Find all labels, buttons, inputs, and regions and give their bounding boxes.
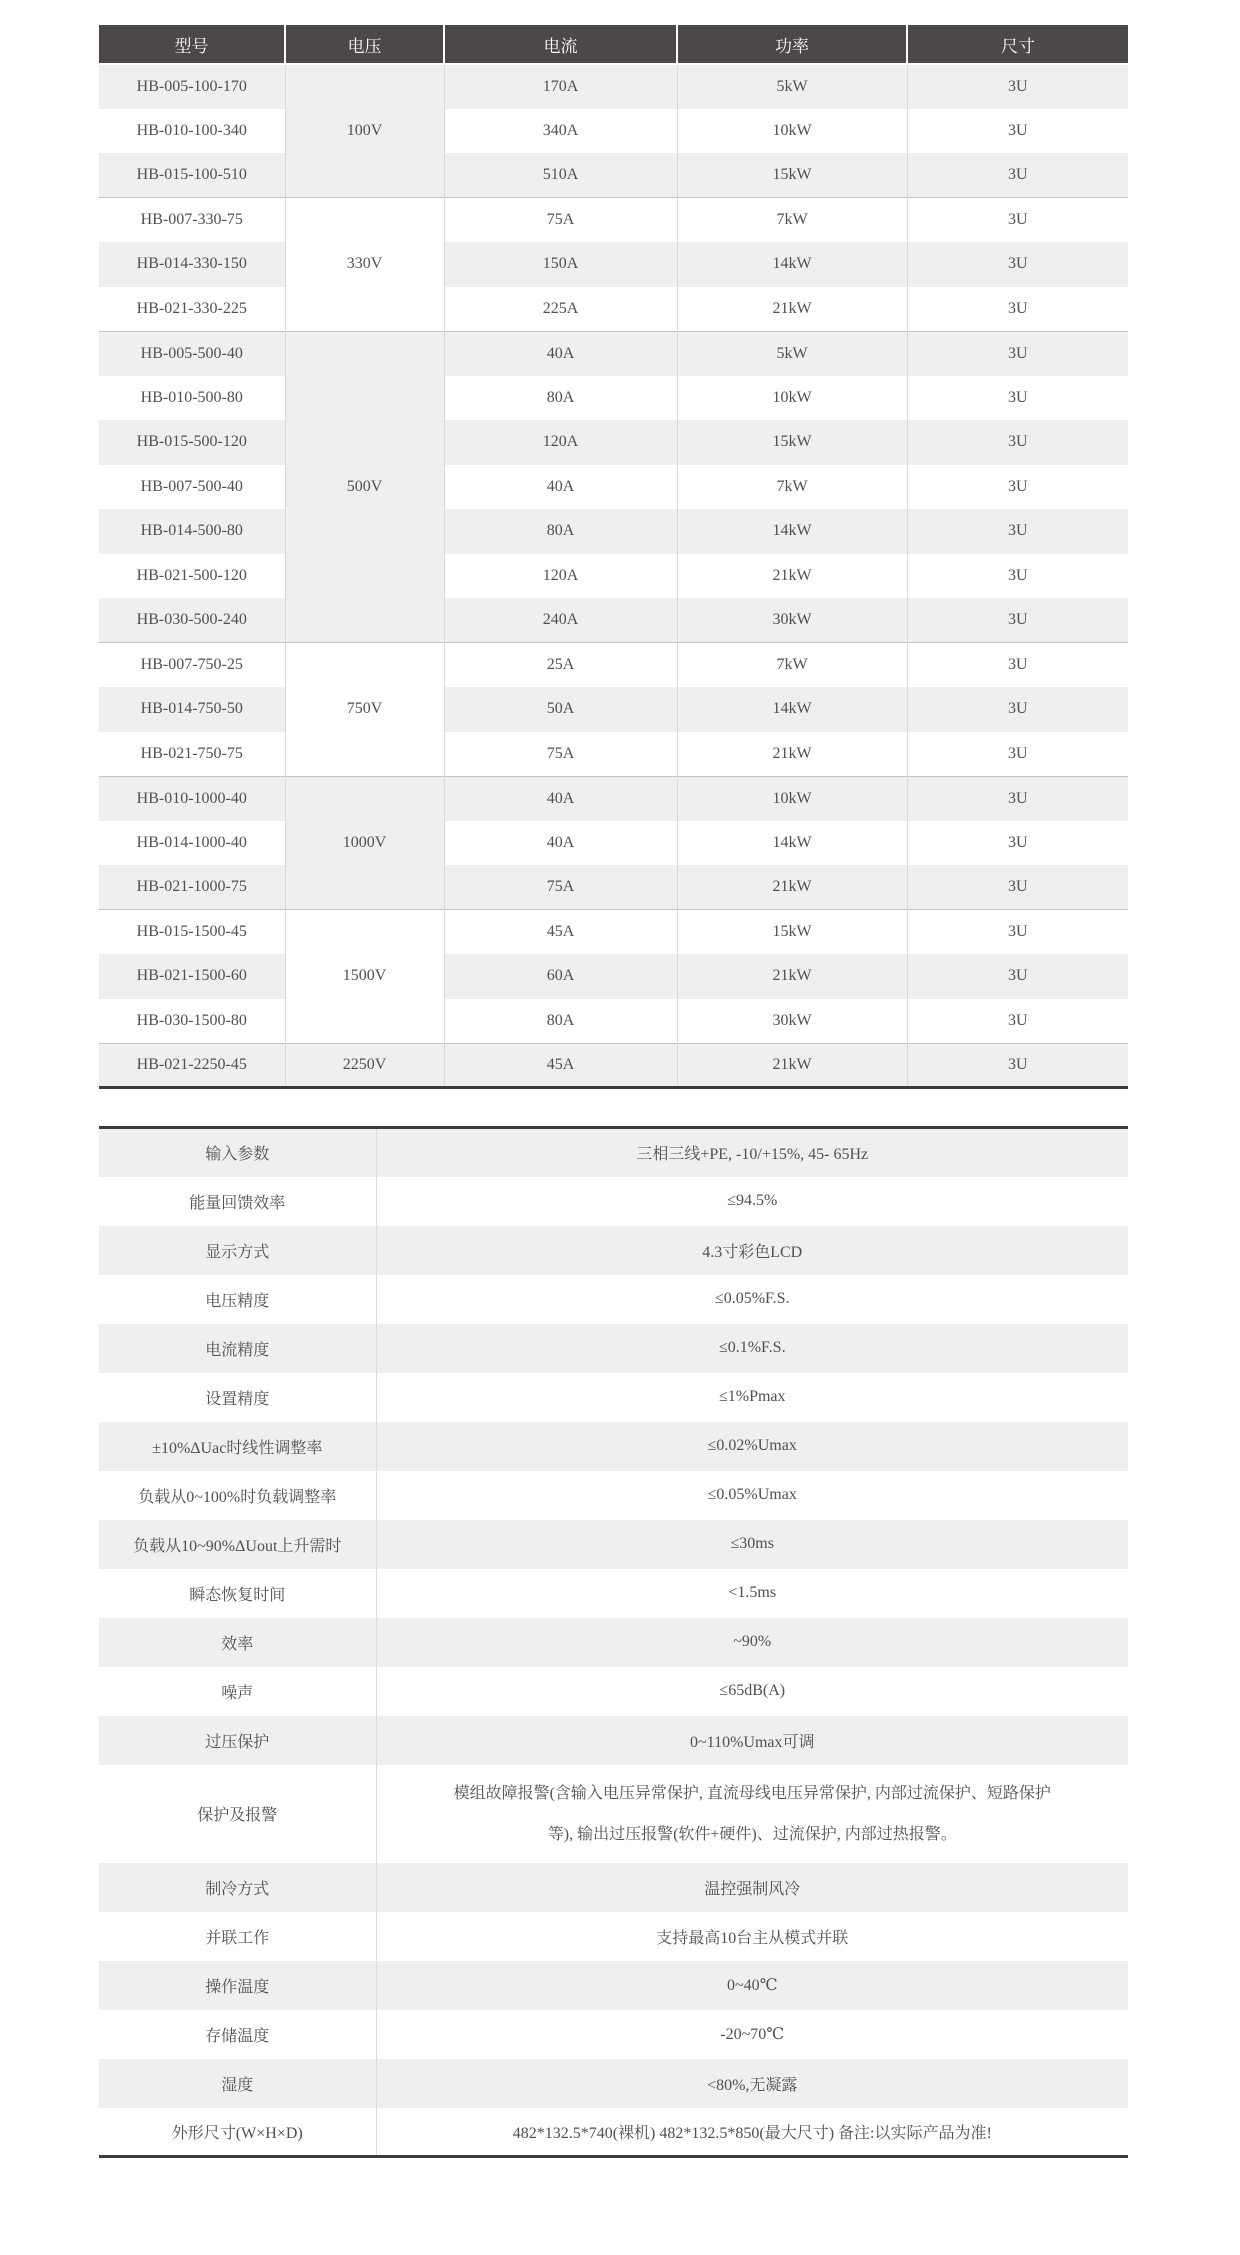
spec-label-cell: 电压精度 bbox=[205, 1292, 270, 1310]
spec-value-cell: ≤94.5% bbox=[376, 1177, 1128, 1226]
size-cell: 3U bbox=[907, 465, 1128, 510]
spec-value-cell: ≤65dB(A) bbox=[376, 1667, 1128, 1716]
spec-label-cell: 设置精度 bbox=[205, 1390, 270, 1408]
spec-row bbox=[99, 1422, 1128, 1471]
current-cell: 40A bbox=[444, 331, 677, 376]
size-cell: 3U bbox=[907, 376, 1128, 421]
parameter-table-body bbox=[99, 1128, 1128, 2157]
power-cell: 21kW bbox=[677, 732, 907, 777]
model-row bbox=[99, 153, 1128, 198]
spec-value-cell: -20~70℃ bbox=[376, 2010, 1128, 2059]
model-row bbox=[99, 509, 1128, 554]
model-cell: HB-015-100-510 bbox=[136, 166, 247, 183]
model-cell: HB-030-1500-80 bbox=[136, 1011, 247, 1029]
size-cell: 3U bbox=[907, 287, 1128, 332]
spec-value-cell: 三相三线+PE, -10/+15%, 45- 65Hz bbox=[376, 1128, 1128, 1177]
model-cell: HB-007-330-75 bbox=[99, 198, 285, 243]
voltage-group bbox=[99, 198, 1128, 332]
power-cell: 30kW bbox=[677, 598, 907, 643]
power-cell: 21kW bbox=[677, 954, 907, 999]
voltage-group bbox=[99, 776, 1128, 910]
model-cell: HB-014-1000-40 bbox=[136, 833, 247, 851]
size-cell: 3U bbox=[907, 776, 1128, 821]
power-cell: 5kW bbox=[677, 64, 907, 109]
size-cell: 3U bbox=[907, 331, 1128, 376]
voltage-cell: 2250V bbox=[285, 1043, 444, 1088]
current-cell: 240A bbox=[444, 598, 677, 643]
spec-value-cell: ≤0.1%F.S. bbox=[376, 1324, 1128, 1373]
model-cell: HB-015-500-120 bbox=[136, 433, 247, 451]
spec-label-cell: 操作温度 bbox=[205, 1978, 270, 1996]
power-cell: 30kW bbox=[677, 999, 907, 1044]
spec-row bbox=[99, 1863, 1128, 1912]
spec-label-cell: 能量回馈效率 bbox=[189, 1194, 286, 1212]
spec-value-cell: 温控强制风冷 bbox=[376, 1863, 1128, 1912]
voltage-cell: 100V bbox=[285, 64, 444, 198]
power-cell: 21kW bbox=[677, 865, 907, 910]
model-cell: HB-015-1500-45 bbox=[99, 910, 285, 955]
spec-row bbox=[99, 1373, 1128, 1422]
header-model: 型号 bbox=[99, 25, 285, 64]
current-cell: 120A bbox=[444, 420, 677, 465]
size-cell: 3U bbox=[907, 732, 1128, 777]
size-cell: 3U bbox=[907, 910, 1128, 955]
current-cell: 25A bbox=[444, 643, 677, 688]
power-cell: 10kW bbox=[677, 376, 907, 421]
header-row bbox=[99, 25, 1128, 64]
current-cell: 150A bbox=[444, 242, 677, 287]
model-row bbox=[99, 554, 1128, 599]
spec-label-cell: 外形尺寸(W×H×D) bbox=[171, 2124, 303, 2142]
current-cell: 80A bbox=[444, 999, 677, 1044]
model-row bbox=[99, 242, 1128, 287]
model-cell: HB-014-750-50 bbox=[140, 700, 243, 718]
spec-value-cell: 0~110%Umax可调 bbox=[376, 1716, 1128, 1765]
power-cell: 14kW bbox=[677, 687, 907, 732]
voltage-group bbox=[99, 910, 1128, 1044]
current-cell: 170A bbox=[444, 64, 677, 109]
spec-value-cell: ≤1%Pmax bbox=[376, 1373, 1128, 1422]
power-cell: 7kW bbox=[677, 643, 907, 688]
model-cell: HB-005-500-40 bbox=[99, 331, 285, 376]
power-cell: 21kW bbox=[677, 1043, 907, 1088]
model-table-header bbox=[99, 25, 1128, 64]
spec-row bbox=[99, 1128, 1128, 1177]
spec-row bbox=[99, 1912, 1128, 1961]
spec-value-cell: ≤0.05%Umax bbox=[376, 1471, 1128, 1520]
power-cell: 7kW bbox=[677, 465, 907, 510]
spec-row bbox=[99, 1177, 1128, 1226]
spec-value-cell: 4.3寸彩色LCD bbox=[376, 1226, 1128, 1275]
spec-label-cell: 存储温度 bbox=[205, 2027, 270, 2045]
power-cell: 14kW bbox=[677, 242, 907, 287]
spec-label-cell: 负载从10~90%ΔUout上升需时 bbox=[133, 1537, 342, 1555]
power-cell: 14kW bbox=[677, 509, 907, 554]
spec-label-cell: 过压保护 bbox=[205, 1733, 270, 1751]
spec-row bbox=[99, 1324, 1128, 1373]
spec-value-cell: <80%,无凝露 bbox=[376, 2059, 1128, 2108]
current-cell: 340A bbox=[444, 109, 677, 154]
spec-label-cell: 负载从0~100%时负载调整率 bbox=[138, 1488, 337, 1506]
current-cell: 40A bbox=[444, 465, 677, 510]
spec-row bbox=[99, 1667, 1128, 1716]
power-cell: 15kW bbox=[677, 420, 907, 465]
model-row bbox=[99, 420, 1128, 465]
header-power: 功率 bbox=[677, 25, 907, 64]
size-cell: 3U bbox=[907, 954, 1128, 999]
spec-value-cell: ≤0.02%Umax bbox=[376, 1422, 1128, 1471]
spec-label-cell: 并联工作 bbox=[205, 1929, 270, 1947]
size-cell: 3U bbox=[907, 687, 1128, 732]
spec-value-cell: ≤0.05%F.S. bbox=[376, 1275, 1128, 1324]
spec-row bbox=[99, 1765, 1128, 1863]
model-cell: HB-021-1500-60 bbox=[136, 967, 247, 985]
size-cell: 3U bbox=[907, 865, 1128, 910]
model-cell: HB-030-500-240 bbox=[136, 611, 247, 628]
model-cell: HB-005-100-170 bbox=[136, 77, 247, 95]
spec-row bbox=[99, 1520, 1128, 1569]
model-row bbox=[99, 999, 1128, 1044]
spec-row bbox=[99, 2059, 1128, 2108]
voltage-group bbox=[99, 331, 1128, 643]
current-cell: 60A bbox=[444, 954, 677, 999]
spec-label-cell: ±10%ΔUac时线性调整率 bbox=[152, 1439, 323, 1457]
power-cell: 14kW bbox=[677, 821, 907, 866]
model-row bbox=[99, 331, 1128, 376]
spec-label-cell: 电流精度 bbox=[205, 1341, 270, 1359]
size-cell: 3U bbox=[907, 1043, 1128, 1088]
model-row bbox=[99, 287, 1128, 332]
voltage-group bbox=[99, 1043, 1128, 1088]
model-row bbox=[99, 465, 1128, 510]
spec-row bbox=[99, 1618, 1128, 1667]
size-cell: 3U bbox=[907, 554, 1128, 599]
model-row bbox=[99, 198, 1128, 243]
model-cell: HB-021-2250-45 bbox=[99, 1043, 285, 1088]
spec-row bbox=[99, 1226, 1128, 1275]
power-cell: 15kW bbox=[677, 910, 907, 955]
current-cell: 75A bbox=[444, 865, 677, 910]
model-cell: HB-010-1000-40 bbox=[99, 776, 285, 821]
voltage-cell: 330V bbox=[285, 198, 444, 332]
current-cell: 120A bbox=[444, 554, 677, 599]
current-cell: 45A bbox=[444, 1043, 677, 1088]
spec-row bbox=[99, 1471, 1128, 1520]
model-row bbox=[99, 954, 1128, 999]
current-cell: 80A bbox=[444, 509, 677, 554]
power-cell: 15kW bbox=[677, 153, 907, 198]
spec-row bbox=[99, 1569, 1128, 1618]
current-cell: 80A bbox=[444, 376, 677, 421]
header-current: 电流 bbox=[444, 25, 677, 64]
spec-sheet-page bbox=[0, 25, 1240, 2255]
spec-label-cell: 瞬态恢复时间 bbox=[189, 1586, 286, 1604]
spec-label-cell: 制冷方式 bbox=[205, 1880, 270, 1898]
model-cell: HB-010-500-80 bbox=[140, 388, 243, 406]
model-cell: HB-021-330-225 bbox=[136, 299, 247, 317]
model-cell: HB-014-500-80 bbox=[140, 522, 243, 540]
spec-value-cell: 0~40℃ bbox=[376, 1961, 1128, 2010]
spec-value-cell: 支持最高10台主从模式并联 bbox=[376, 1912, 1128, 1961]
model-row bbox=[99, 687, 1128, 732]
current-cell: 510A bbox=[444, 153, 677, 198]
model-cell: HB-007-500-40 bbox=[140, 477, 243, 495]
model-row bbox=[99, 376, 1128, 421]
size-cell: 3U bbox=[907, 509, 1128, 554]
model-row bbox=[99, 732, 1128, 777]
current-cell: 45A bbox=[444, 910, 677, 955]
voltage-cell: 1000V bbox=[285, 776, 444, 910]
spec-value-cell: ≤30ms bbox=[376, 1520, 1128, 1569]
size-cell: 3U bbox=[907, 420, 1128, 465]
model-cell: HB-007-750-25 bbox=[99, 643, 285, 688]
spec-value-cell: ~90% bbox=[376, 1618, 1128, 1667]
model-spec-table bbox=[99, 25, 1128, 1089]
spec-row bbox=[99, 2108, 1128, 2157]
power-cell: 10kW bbox=[677, 776, 907, 821]
size-cell: 3U bbox=[907, 198, 1128, 243]
model-cell: HB-021-500-120 bbox=[136, 566, 247, 584]
header-voltage: 电压 bbox=[285, 25, 444, 64]
size-cell: 3U bbox=[907, 598, 1128, 643]
model-cell: HB-021-1000-75 bbox=[136, 878, 247, 895]
voltage-group bbox=[99, 64, 1128, 198]
size-cell: 3U bbox=[907, 821, 1128, 866]
spec-row bbox=[99, 1716, 1128, 1765]
power-cell: 7kW bbox=[677, 198, 907, 243]
header-size: 尺寸 bbox=[907, 25, 1128, 64]
spec-row bbox=[99, 1275, 1128, 1324]
model-row bbox=[99, 821, 1128, 866]
model-row bbox=[99, 910, 1128, 955]
spec-label-cell: 湿度 bbox=[221, 2076, 254, 2094]
model-row bbox=[99, 776, 1128, 821]
model-row bbox=[99, 643, 1128, 688]
parameter-table bbox=[99, 1126, 1128, 2158]
size-cell: 3U bbox=[907, 153, 1128, 198]
spec-label-cell: 保护及报警 bbox=[197, 1807, 278, 1824]
current-cell: 75A bbox=[444, 198, 677, 243]
voltage-cell: 750V bbox=[285, 643, 444, 777]
voltage-group bbox=[99, 643, 1128, 777]
spec-value-cell: 482*132.5*740(裸机) 482*132.5*850(最大尺寸) 备注:以实际产品为准! bbox=[376, 2108, 1128, 2157]
model-row bbox=[99, 865, 1128, 910]
spec-value-cell: <1.5ms bbox=[376, 1569, 1128, 1618]
power-cell: 21kW bbox=[677, 554, 907, 599]
size-cell: 3U bbox=[907, 643, 1128, 688]
size-cell: 3U bbox=[907, 999, 1128, 1044]
current-cell: 75A bbox=[444, 732, 677, 777]
model-row bbox=[99, 1043, 1128, 1088]
model-cell: HB-014-330-150 bbox=[136, 255, 247, 273]
spec-label-cell: 噪声 bbox=[221, 1684, 254, 1702]
size-cell: 3U bbox=[907, 242, 1128, 287]
spec-label-cell: 输入参数 bbox=[205, 1146, 270, 1164]
size-cell: 3U bbox=[907, 109, 1128, 154]
current-cell: 50A bbox=[444, 687, 677, 732]
power-cell: 5kW bbox=[677, 331, 907, 376]
current-cell: 40A bbox=[444, 776, 677, 821]
model-row bbox=[99, 109, 1128, 154]
model-cell: HB-021-750-75 bbox=[140, 744, 243, 762]
current-cell: 225A bbox=[444, 287, 677, 332]
model-row bbox=[99, 64, 1128, 109]
voltage-cell: 1500V bbox=[285, 910, 444, 1044]
spec-label-cell: 显示方式 bbox=[205, 1243, 270, 1261]
current-cell: 40A bbox=[444, 821, 677, 866]
size-cell: 3U bbox=[907, 64, 1128, 109]
spec-row bbox=[99, 2010, 1128, 2059]
model-row bbox=[99, 598, 1128, 643]
spec-value-cell: 模组故障报警(含输入电压异常保护, 直流母线电压异常保护, 内部过流保护、短路保护等), 输出过压报警(软件+硬件)、过流保护, 内部过热报警。 bbox=[376, 1765, 1128, 1863]
model-cell: HB-010-100-340 bbox=[136, 121, 247, 139]
power-cell: 10kW bbox=[677, 109, 907, 154]
power-cell: 21kW bbox=[677, 287, 907, 332]
spec-row bbox=[99, 1961, 1128, 2010]
voltage-cell: 500V bbox=[285, 331, 444, 643]
spec-label-cell: 效率 bbox=[221, 1635, 254, 1653]
